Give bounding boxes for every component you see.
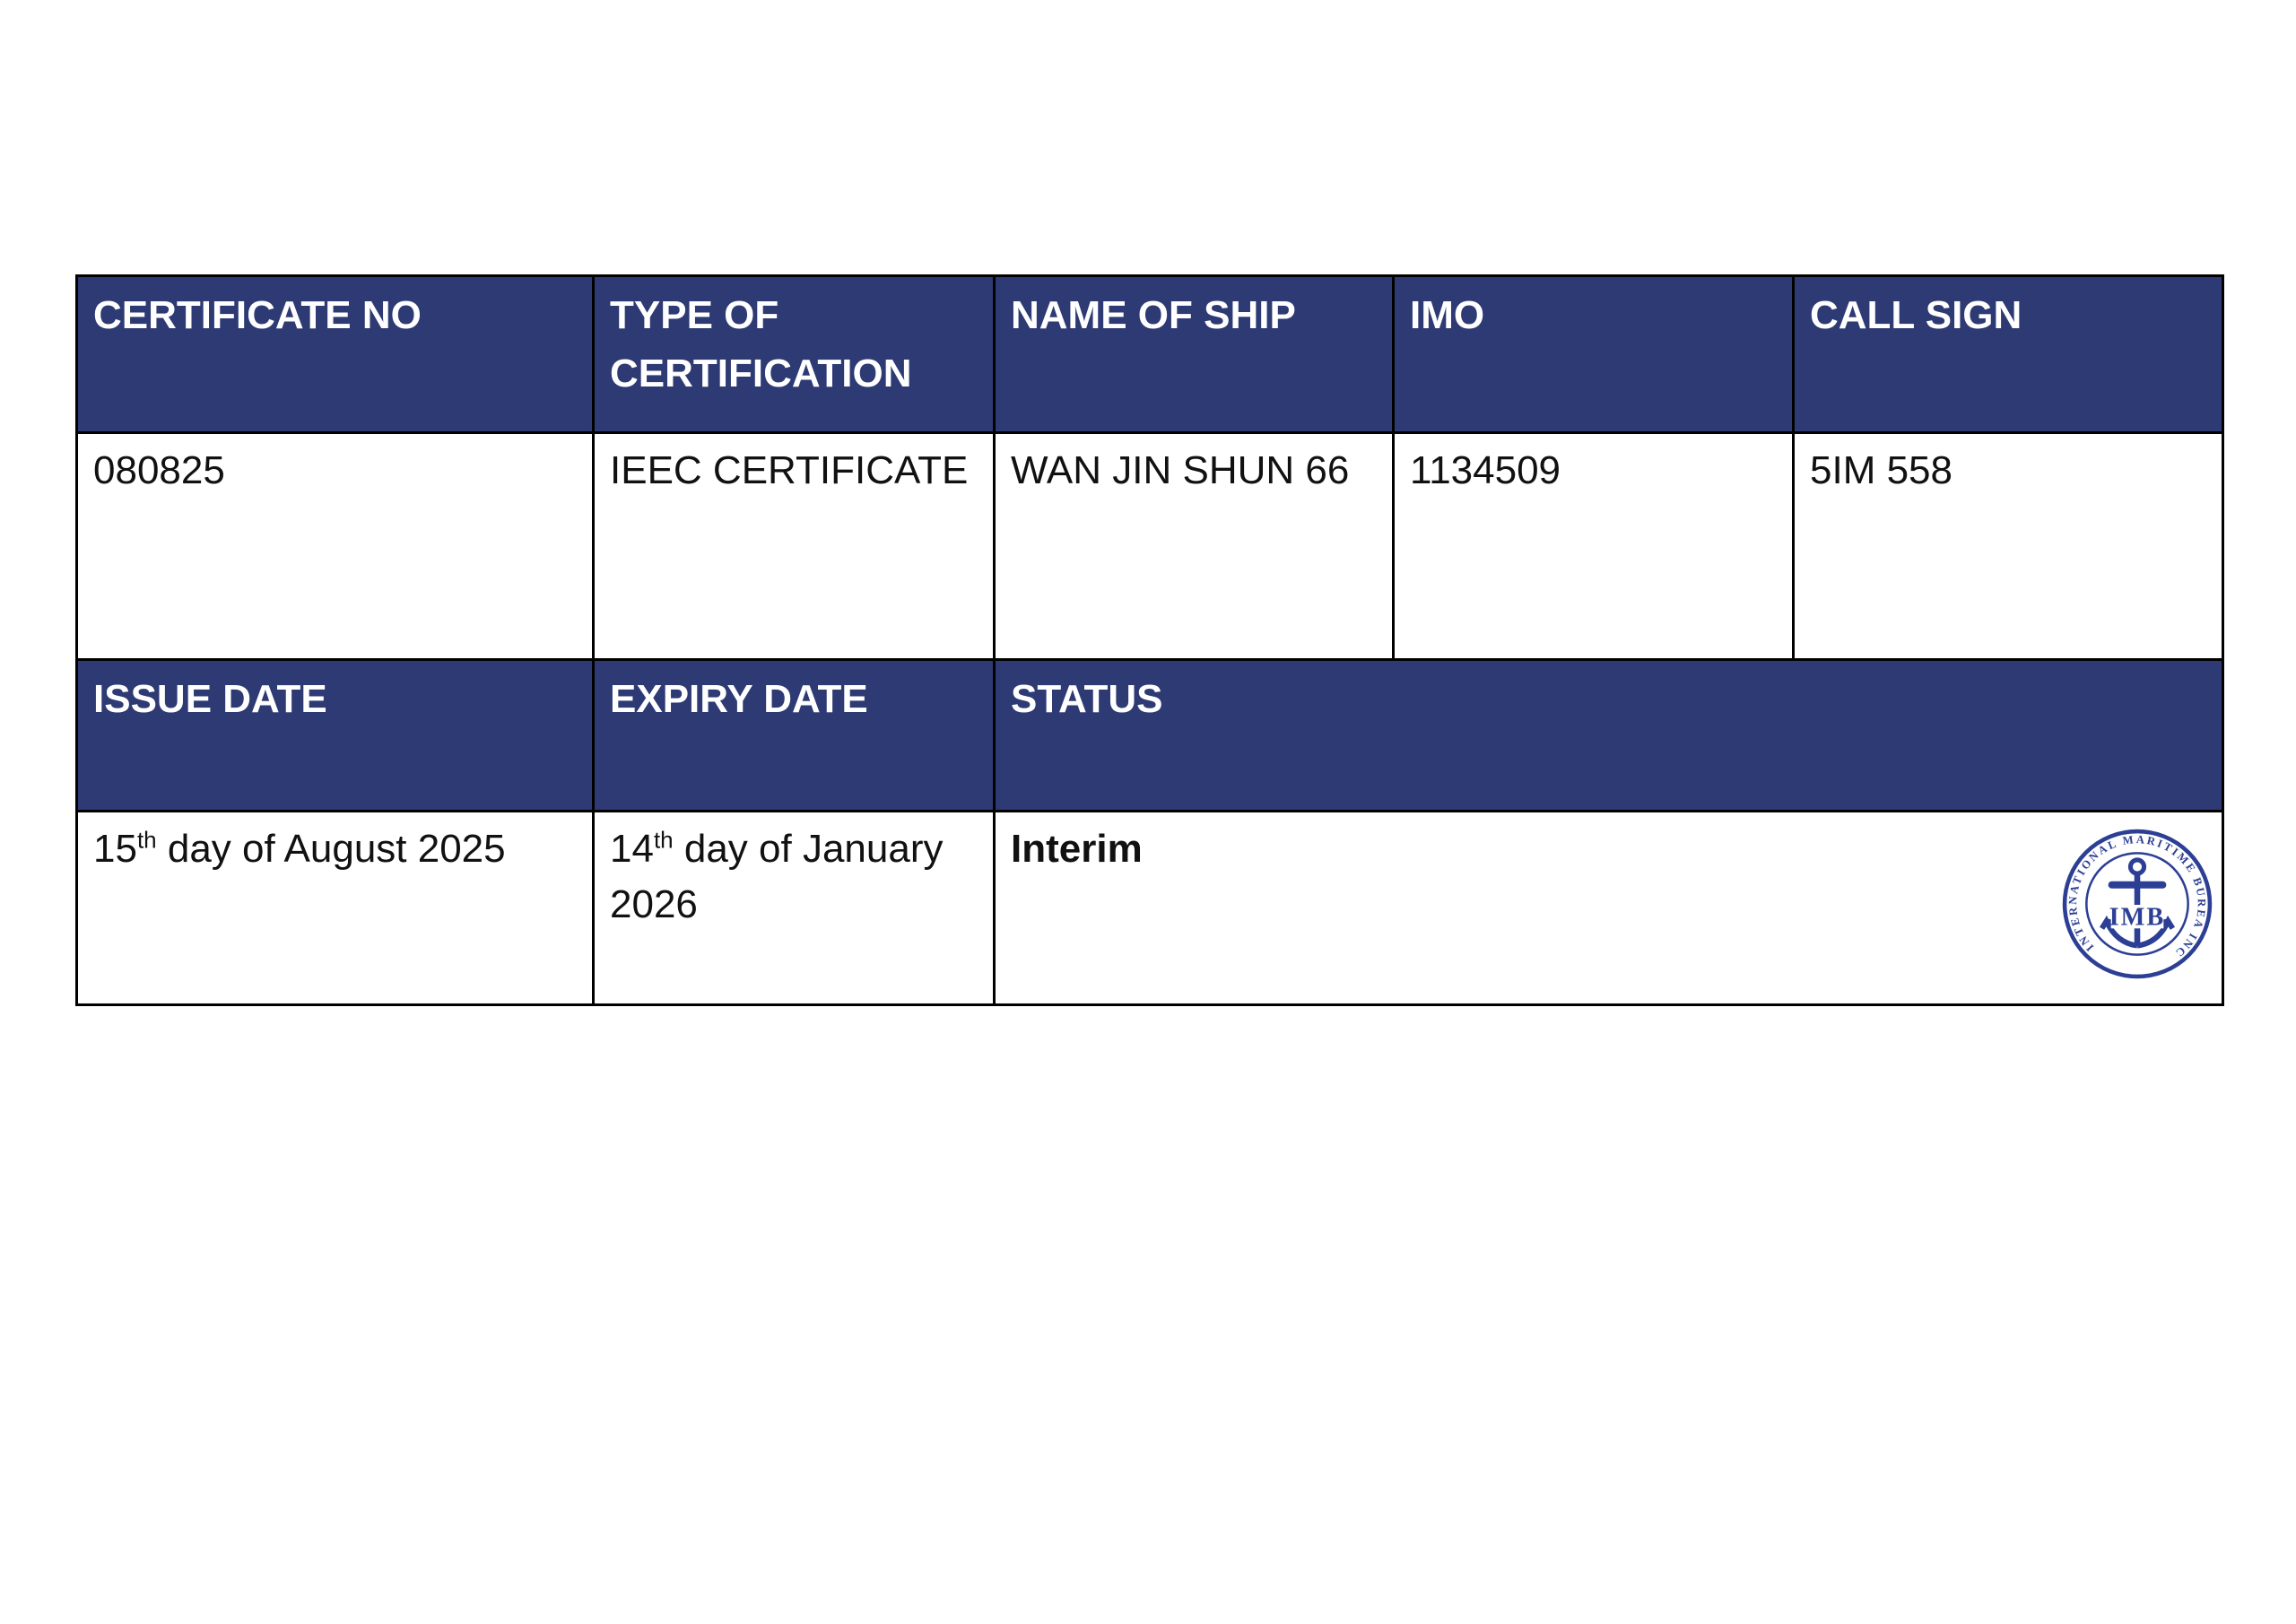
cell-imo: 1134509 [1394, 433, 1794, 660]
certificate-table [75, 274, 2224, 1006]
header-call-sign: CALL SIGN [1794, 276, 2223, 433]
cell-name-of-ship: WAN JIN SHUN 66 [995, 433, 1394, 660]
status-value: Interim [1011, 827, 1143, 871]
cell-type-of-certification: IEEC CERTIFICATE [594, 433, 995, 660]
seal-ring-text: INTERNATIONAL MARITIME BUREA INC [2066, 832, 2208, 961]
cell-certificate-no: 080825 [77, 433, 594, 660]
header-type-of-certification: TYPE OF CERTIFICATION [594, 276, 995, 433]
header-row-1 [77, 276, 2223, 433]
seal-monogram: IMB [2109, 903, 2166, 932]
cell-issue-date: 15th day of August 2025 [77, 812, 594, 1005]
cell-expiry-date: 14th day of January 2026 [594, 812, 995, 1005]
header-certificate-no: CERTIFICATE NO [77, 276, 594, 433]
data-row-1 [77, 433, 2223, 660]
header-name-of-ship: NAME OF SHIP [995, 276, 1394, 433]
expiry-date-ordinal: th [653, 826, 674, 854]
cell-status [995, 812, 2223, 1005]
cell-call-sign: 5IM 558 [1794, 433, 2223, 660]
header-expiry-date: EXPIRY DATE [594, 660, 995, 812]
header-status: STATUS [995, 660, 2223, 812]
imb-seal [2060, 827, 2214, 981]
header-imo: IMO [1394, 276, 1794, 433]
header-issue-date: ISSUE DATE [77, 660, 594, 812]
data-row-2 [77, 812, 2223, 1005]
header-row-2 [77, 660, 2223, 812]
issue-date-ordinal: th [136, 826, 157, 854]
